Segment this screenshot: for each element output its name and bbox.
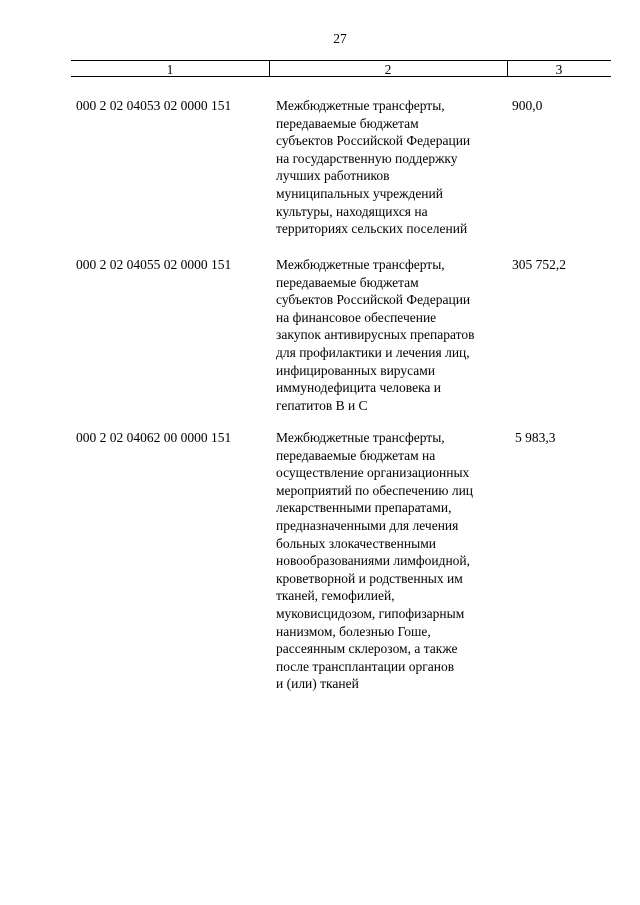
description-line: предназначенными для лечения bbox=[276, 517, 459, 533]
row-description bbox=[276, 97, 508, 238]
description-line: субъектов Российской Федерации bbox=[276, 292, 471, 308]
description-line: территориях сельских поселений bbox=[276, 221, 468, 237]
description-line: тканей, гемофилией, bbox=[276, 588, 395, 604]
row-description bbox=[276, 429, 508, 693]
row-description bbox=[276, 256, 508, 414]
description-line: больных злокачественными bbox=[276, 535, 436, 551]
column-header-2: 2 bbox=[384, 62, 392, 77]
description-line: передаваемые бюджетам bbox=[276, 274, 419, 290]
column-header-3: 3 bbox=[555, 62, 563, 77]
table-header-top-rule bbox=[71, 60, 611, 61]
budget-code: 000 2 02 04053 02 0000 151 bbox=[76, 98, 232, 113]
description-line: Межбюджетные трансферты, bbox=[276, 98, 445, 113]
description-line: культуры, находящихся на bbox=[276, 203, 428, 219]
description-line: инфицированных вирусами bbox=[276, 362, 436, 378]
description-line: нанизмом, болезнью Гоше, bbox=[276, 623, 431, 639]
description-line: закупок антивирусных препаратов bbox=[276, 327, 475, 343]
description-line: для профилактики и лечения лиц, bbox=[276, 344, 470, 360]
description-line: и (или) тканей bbox=[276, 676, 359, 692]
description-line: субъектов Российской Федерации bbox=[276, 133, 471, 149]
description-line: лекарственными препаратами, bbox=[276, 500, 452, 516]
description-line: муковисцидозом, гипофизарным bbox=[276, 605, 465, 621]
description-line: рассеянным склерозом, а также bbox=[276, 641, 458, 657]
column-header-1: 1 bbox=[166, 62, 174, 77]
description-line: мероприятий по обеспечению лиц bbox=[276, 482, 474, 498]
description-line: муниципальных учреждений bbox=[276, 185, 443, 201]
page-number: 27 bbox=[333, 31, 347, 46]
description-line: передаваемые бюджетам bbox=[276, 115, 419, 131]
description-line: гепатитов B и C bbox=[276, 397, 368, 413]
description-line: передаваемые бюджетам на bbox=[276, 447, 436, 463]
description-line: Межбюджетные трансферты, bbox=[276, 257, 445, 272]
budget-code: 000 2 02 04062 00 0000 151 bbox=[76, 430, 232, 445]
description-line: Межбюджетные трансферты, bbox=[276, 430, 445, 445]
description-line: кроветворной и родственных им bbox=[276, 570, 463, 586]
amount-value: 5 983,3 bbox=[515, 430, 556, 445]
budget-code: 000 2 02 04055 02 0000 151 bbox=[76, 257, 232, 272]
description-line: новообразованиями лимфоидной, bbox=[276, 553, 471, 569]
description-line: осуществление организационных bbox=[276, 465, 470, 481]
description-line: иммунодефицита человека и bbox=[276, 380, 442, 396]
amount-value: 900,0 bbox=[512, 98, 543, 113]
amount-value: 305 752,2 bbox=[512, 257, 566, 272]
description-line: на государственную поддержку bbox=[276, 150, 458, 166]
description-line: после трансплантации органов bbox=[276, 658, 455, 674]
description-line: на финансовое обеспечение bbox=[276, 309, 437, 325]
description-line: лучших работников bbox=[276, 168, 390, 184]
